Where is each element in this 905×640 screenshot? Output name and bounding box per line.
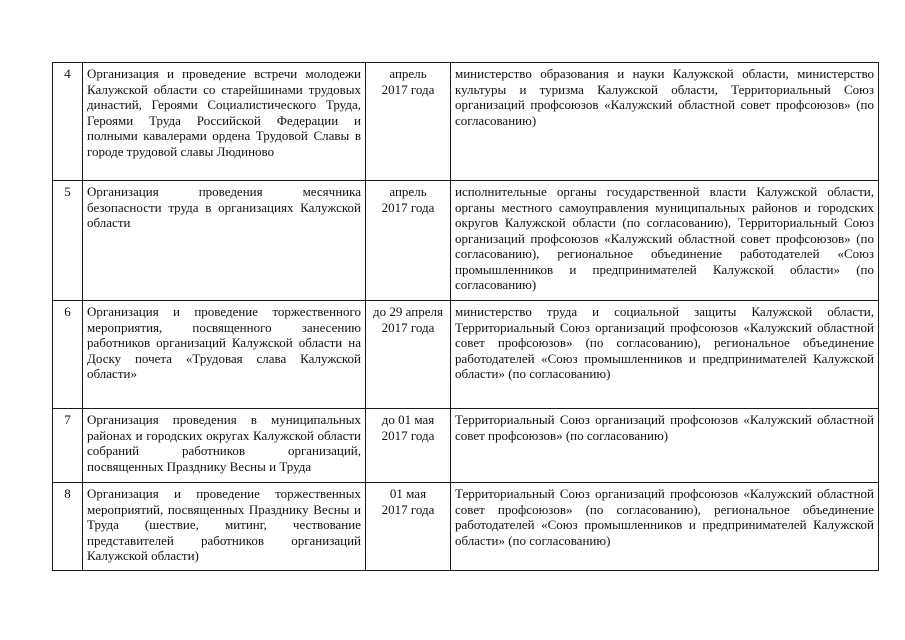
date-line: апрель [389,66,427,81]
event-description: Организация и проведение торжественного мероприятия, посвященного занесению работников организаций Калужской области на Доску почета «Трудовая слава Калужской области» [83,301,366,409]
responsible-parties: исполнительные органы государственной власти Калужской области, органы местного самоуправления муниципальных районов и городских округов Калужской области (по согласованию), Территориальный Союз организаций профсоюзов «Калужский областной совет профсоюзов» (по согласованию), региональное объединение работодателей «Союз промышленников и предпринимателей Калужской области» (по согласованию) [451,181,879,301]
row-number: 5 [53,181,83,301]
event-date [366,301,451,409]
event-description: Организация проведения месячника безопасности труда в организациях Калужской области [83,181,366,301]
date-year: 2017 года [381,427,435,443]
event-description: Организация проведения в муниципальных районах и городских округах Калужской области собраний работников организаций, посвященных Празднику Весны и Труда [83,409,366,483]
responsible-parties: Территориальный Союз организаций профсоюзов «Калужский областной совет профсоюзов» (по согласованию) [451,409,879,483]
row-number: 4 [53,63,83,181]
event-date [366,409,451,483]
date-year: 2017 года [381,319,435,335]
date-year: 2017 года [381,501,435,517]
event-description: Организация и проведение торжественных мероприятий, посвященных Празднику Весны и Труда (шествие, митинг, чествование представителей работников организаций Калужской области) [83,483,366,571]
table-row [53,483,879,571]
table-row [53,63,879,181]
date-year: 2017 года [381,81,435,97]
responsible-parties: министерство труда и социальной защиты Калужской области, Территориальный Союз организаций профсоюзов «Калужский областной совет профсоюзов» (по согласованию), региональное объединение работодателей «Союз промышленников и предпринимателей Калужской области» (по согласованию) [451,301,879,409]
table-row [53,409,879,483]
row-number: 7 [53,409,83,483]
event-date [366,181,451,301]
event-date [366,63,451,181]
event-description: Организация и проведение встречи молодежи Калужской области со старейшинами трудовых династий, Героями Социалистического Труда, Героями Труда Российской Федерации и полными кавалерами ордена Трудовой Славы в городе трудовой славы Людиново [83,63,366,181]
date-year: 2017 года [381,199,435,215]
date-line: апрель [389,184,427,199]
event-date [366,483,451,571]
date-line: 01 мая [389,486,427,501]
row-number: 6 [53,301,83,409]
date-line: до 29 апреля [373,304,443,319]
table-row [53,181,879,301]
events-plan-table [52,62,879,571]
date-line: до 01 мая [381,412,435,427]
row-number: 8 [53,483,83,571]
responsible-parties: министерство образования и науки Калужской области, министерство культуры и туризма Калужской области, Территориальный Союз организаций профсоюзов «Калужский областной совет профсоюзов» (по согласованию) [451,63,879,181]
responsible-parties: Территориальный Союз организаций профсоюзов «Калужский областной совет профсоюзов» (по согласованию), региональное объединение работодателей «Союз промышленников и предпринимателей Калужской области» (по согласованию) [451,483,879,571]
table-row [53,301,879,409]
